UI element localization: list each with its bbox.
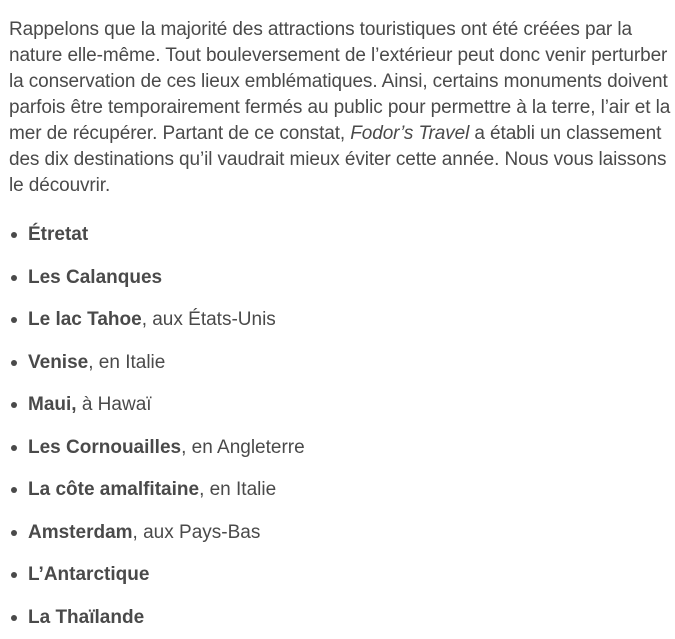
intro-text-start: Rappelons que la majorité des attractions touristiques ont été créées par la nature elle-même. Tout bouleversement de l’extérieur peut donc venir perturber la conservation de ces lieux emblématiques. Ainsi, certains monuments doivent parfois être temporairement fermés au public pour permettre à la terre, l’air et la mer de récupérer. Partant de ce constat, [9,19,670,144]
list-item [9,257,675,300]
destination-name: Les Cornouailles [28,437,181,458]
bullet-icon [11,360,17,366]
bullet-icon [11,317,17,323]
destination-detail: , en Italie [88,352,165,373]
list-item [9,469,675,512]
list-item [9,427,675,470]
list-item [9,214,675,257]
destination-detail: , en Italie [199,479,276,500]
destination-name: Les Calanques [28,267,162,288]
destination-name: Venise [28,352,88,373]
bullet-icon [11,530,17,536]
intro-text-end: a établi un classement des dix destinations qu’il vaudrait mieux éviter cette année. Nous vous laissons le découvrir. [9,123,666,196]
destination-name: La Thaïlande [28,607,144,628]
destination-name: Le lac Tahoe [28,309,142,330]
source-name: Fodor’s Travel [350,123,469,144]
bullet-icon [11,487,17,493]
intro-paragraph [9,17,671,199]
list-item [9,512,675,555]
list-item [9,597,675,639]
destination-name: L’Antarctique [28,564,149,585]
destination-name: Étretat [28,224,88,245]
destination-detail: , aux États-Unis [142,309,276,330]
destination-name: Amsterdam [28,522,133,543]
destination-detail: à Hawaï [77,394,152,415]
destination-detail: , en Angleterre [181,437,305,458]
bullet-icon [11,232,17,238]
destinations-list [9,214,675,639]
bullet-icon [11,275,17,281]
list-item [9,384,675,427]
bullet-icon [11,572,17,578]
destination-name: La côte amalfitaine [28,479,199,500]
list-item [9,342,675,385]
destination-name: Maui, [28,394,77,415]
list-item [9,299,675,342]
list-item [9,554,675,597]
bullet-icon [11,445,17,451]
bullet-icon [11,402,17,408]
bullet-icon [11,615,17,621]
destination-detail: , aux Pays-Bas [133,522,261,543]
